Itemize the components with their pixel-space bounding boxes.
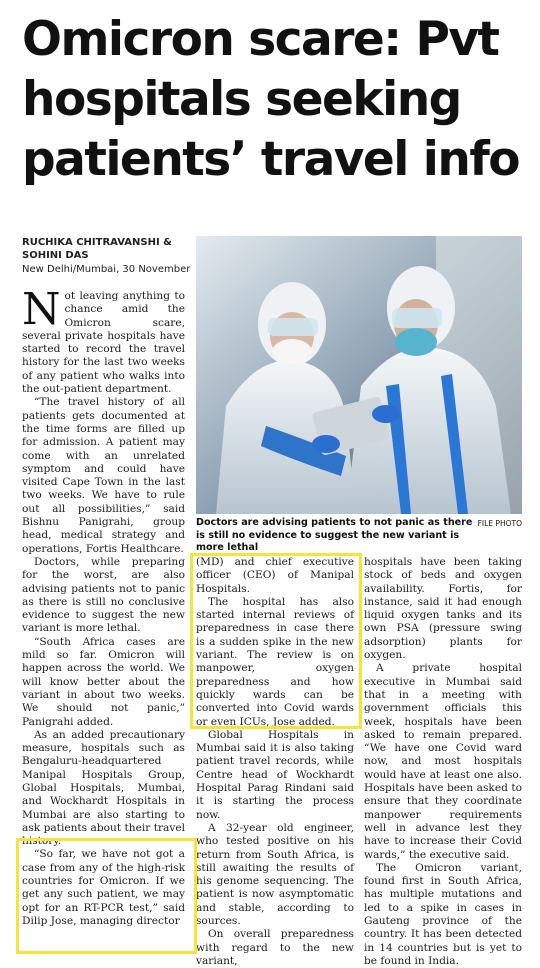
paragraph: hospitals have been taking stock of beds and oxygen availability. Fortis, for instance, said it had enough liquid oxygen tanks and its own PSA (pressure swing adsorption) plants for oxygen. xyxy=(364,556,522,662)
headline: Omicron scare: Pvt hospitals seeking patients’ travel info xyxy=(22,12,520,187)
caption-text: Doctors are advising patients to not panic as there is still no evidence to suggest the new variant is more lethal xyxy=(196,517,473,553)
lead-paragraph xyxy=(22,284,185,396)
photo-credit: FILE PHOTO xyxy=(477,519,522,528)
paragraph: On overall preparedness with regard to the new variant, xyxy=(196,928,354,967)
byline xyxy=(22,236,192,262)
highlighted-paragraph: The hospital has also started internal reviews of preparedness in case there is a sudden spike in the new variant. The review is on manpower, oxygen preparedness and how quickly wards can be converted into Covid wards or even ICUs, Jose added. xyxy=(196,595,354,728)
news-photo xyxy=(196,236,522,514)
highlighted-paragraph: “So far, we have not got a case from any of the high-risk countries for Omicron. If we get any such patient, we may opt for an RT-PCR test,” said Dilip Jose, managing director xyxy=(22,848,185,927)
paragraph: “South Africa cases are mild so far. Omicron will happen across the world. We will know better about the variant in about two weeks. We should not panic,” Panigrahi added. xyxy=(22,635,185,728)
author-line-2: SOHINI DAS xyxy=(22,250,89,261)
article-column-1 xyxy=(22,284,185,928)
doctors-in-ppe-image xyxy=(196,236,522,514)
paragraph: “The travel history of all patients gets documented at the time forms are filled up for admission. A patient may come with an unrelated symptom and could have visited Cape Town in the last two weeks. We have to rule out all possibilities,” said Bishnu Panigrahi, group head, medical strategy and operations, Fortis Healthcare. xyxy=(22,396,185,555)
article-column-3 xyxy=(364,556,522,968)
photo-caption xyxy=(196,517,522,555)
paragraph: A 32-year old engineer, who tested positive on his return from South Africa, is still awaiting the results of his genome sequencing. The patient is now asymptomatic and stable, according to sources. xyxy=(196,821,354,928)
dateline: New Delhi/Mumbai, 30 November xyxy=(22,264,191,275)
paragraph: A private hospital executive in Mumbai said that in a meeting with government officials this week, hospitals have been asked to remain prepared. “We have one Covid ward now, and most hospitals would have at least one also. Hospitals have been asked to ensure that they coordinate manpower requirements well in advance lest they have to increase their Covid wards,” the executive said. xyxy=(364,662,522,861)
highlighted-paragraph: (MD) and chief executive officer (CEO) of Manipal Hospitals. xyxy=(196,556,354,595)
paragraph: Doctors, while preparing for the worst, are also advising patients not to panic as there is still no conclusive evidence to suggest the new variant is more lethal. xyxy=(22,555,185,635)
drop-cap: N xyxy=(22,284,61,335)
author-line-1: RUCHIKA CHITRAVANSHI & xyxy=(22,237,172,248)
paragraph: Global Hospitals in Mumbai said it is also taking patient travel records, while Centre head of Wockhardt Hospital Parag Rindani said it is starting the process now. xyxy=(196,728,354,821)
paragraph: As an added precautionary measure, hospitals such as Bengaluru-headquartered Manipal Hospitals Group, Global Hospitals, Mumbai, and Wockhardt Hospitals in Mumbai are also starting to ask patients about their travel history. xyxy=(22,728,185,848)
paragraph: The Omicron variant, found first in South Africa, has multiple mutations and led to a spike in cases in Gauteng province of the country. It has been detected in 14 countries but is yet to be found in India. xyxy=(364,861,522,967)
article-column-2 xyxy=(196,556,354,968)
lead-text: ot leaving anything to chance amid the Omicron scare, several private hospitals have started to record the travel history for the last two weeks of any patient who walks into the out-patient department. xyxy=(22,290,185,396)
